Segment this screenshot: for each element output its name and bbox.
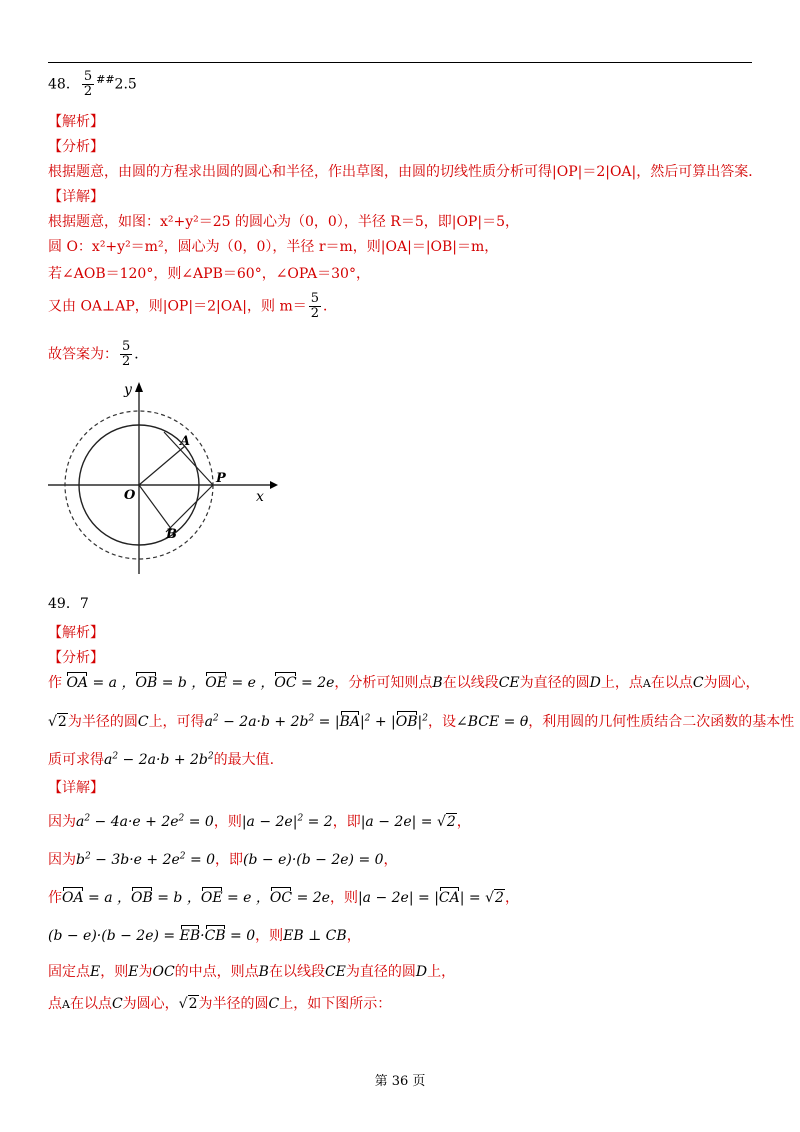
q49-answer-line [48,594,89,614]
q48-xiangjie: 【详解】 [48,189,104,205]
q49-detail-3: 作OA = a ，OB = b ，OE = e ，OC = 2e，则|a − 2e| = |CA| = √2， [48,890,519,906]
q48-detail-3: 若∠AOB＝120°，则∠APB＝60°，∠OPA＝30°， [48,266,370,282]
label-P: P [216,471,226,486]
q49-fenxi-line-2: √2为半径的圆C上，可得$a^2 - 2a\cdot b + 2b^2 = |BA|^2 + |OB|^2$，设∠BCE = θ，利用圆的几何性质结合二次函数的基本性 [48,713,795,730]
q49-detail-4: (b − e)·(b − 2e) = EB·CB = 0，则EB ⊥ CB， [48,928,361,944]
x-axis-arrow [270,481,278,489]
page-footer: 第 36 页 [374,1074,426,1089]
q48-figure [44,378,284,578]
q48-fenxi-text: 根据题意，由圆的方程求出圆的圆心和半径，作出草图，由圆的切线性质分析可得|OP|＝2|OA|，然后可算出答案． [48,164,763,180]
label-A: A [180,434,191,449]
q49-jiexi: 【解析】 [48,625,104,641]
q49-fenxi-line-1: 作 OA = a ，OB = b ，OE = e ，OC = 2e，分析可知则点B在以线段CE为直径的圆D上，点A在以点C为圆心， [48,675,760,691]
q48-answer-line [48,70,137,99]
q49-fenxi: 【分析】 [48,650,104,666]
q49-xiangjie: 【详解】 [48,780,104,796]
q48-number: 48． [48,76,80,93]
q48-fenxi: 【分析】 [48,139,104,155]
q48-detail-4: 又由 OA⊥AP，则|OP|＝2|OA|，则 m＝ $\frac{5}{2}$ ． [48,291,338,321]
header-rule [48,62,752,63]
q48-hash: ## [96,72,115,86]
label-B: B [166,527,177,542]
y-axis-arrow [135,382,143,392]
identity-expr: $a^2 - 2a\cdot b + 2b^2 = |BA|^2 + |OB|^2$ [204,713,428,730]
q49-detail-5: 固定点E，则E为OC的中点，则点B在以线段CE为直径的圆D上， [48,964,456,980]
q48-final-answer: 故答案为： $\frac{5}{2}$ ． [48,339,149,369]
q49-fenxi-line-3: 质可求得$a^2 - 2a\cdot b + 2b^2$的最大值. [48,751,275,768]
label-O: O [124,488,136,503]
q49-detail-6: 点A在以点C为圆心，√2为半径的圆C上，如下图所示： [48,996,392,1012]
label-x: x [256,489,264,505]
q49-detail-2: 因为$b^2 - 3b\cdot e + 2e^2 = 0$，即(b − e)·(b − 2e) = 0， [48,851,398,868]
q48-detail-1: 根据题意，如图：x²+y²＝25 的圆心为（0，0），半径 R＝5，即|OP|＝5， [48,214,519,230]
q48-jiexi: 【解析】 [48,114,104,130]
q48-final-fraction: $\frac{5}{2}$ [122,339,131,369]
q48-m-fraction: $\frac{5}{2}$ [310,291,320,321]
q48-detail-2: 圆 O：x²+y²＝m²，圆心为（0，0），半径 r＝m，则|OA|＝|OB|＝m， [48,239,499,255]
q48-alt-answer: 2.5 [114,76,137,93]
q49-number: 49． [48,596,80,612]
q49-answer: 7 [79,596,89,612]
segment-OB [139,485,172,530]
vector-defs: OA = a ，OB = b ，OE = e ，OC = 2e [66,675,335,691]
sqrt-2: √2 [48,714,67,730]
segment-OA [139,446,185,485]
q48-answer-fraction: $\frac{5}{2}$ [83,69,93,99]
label-y: y [124,382,132,398]
tangent-PB [166,485,213,532]
q49-detail-1: 因为$a^2 - 4a\cdot e + 2e^2 = 0$，则$|a - 2e|^2 = 2$，即|a − 2e| = √2， [48,813,471,830]
